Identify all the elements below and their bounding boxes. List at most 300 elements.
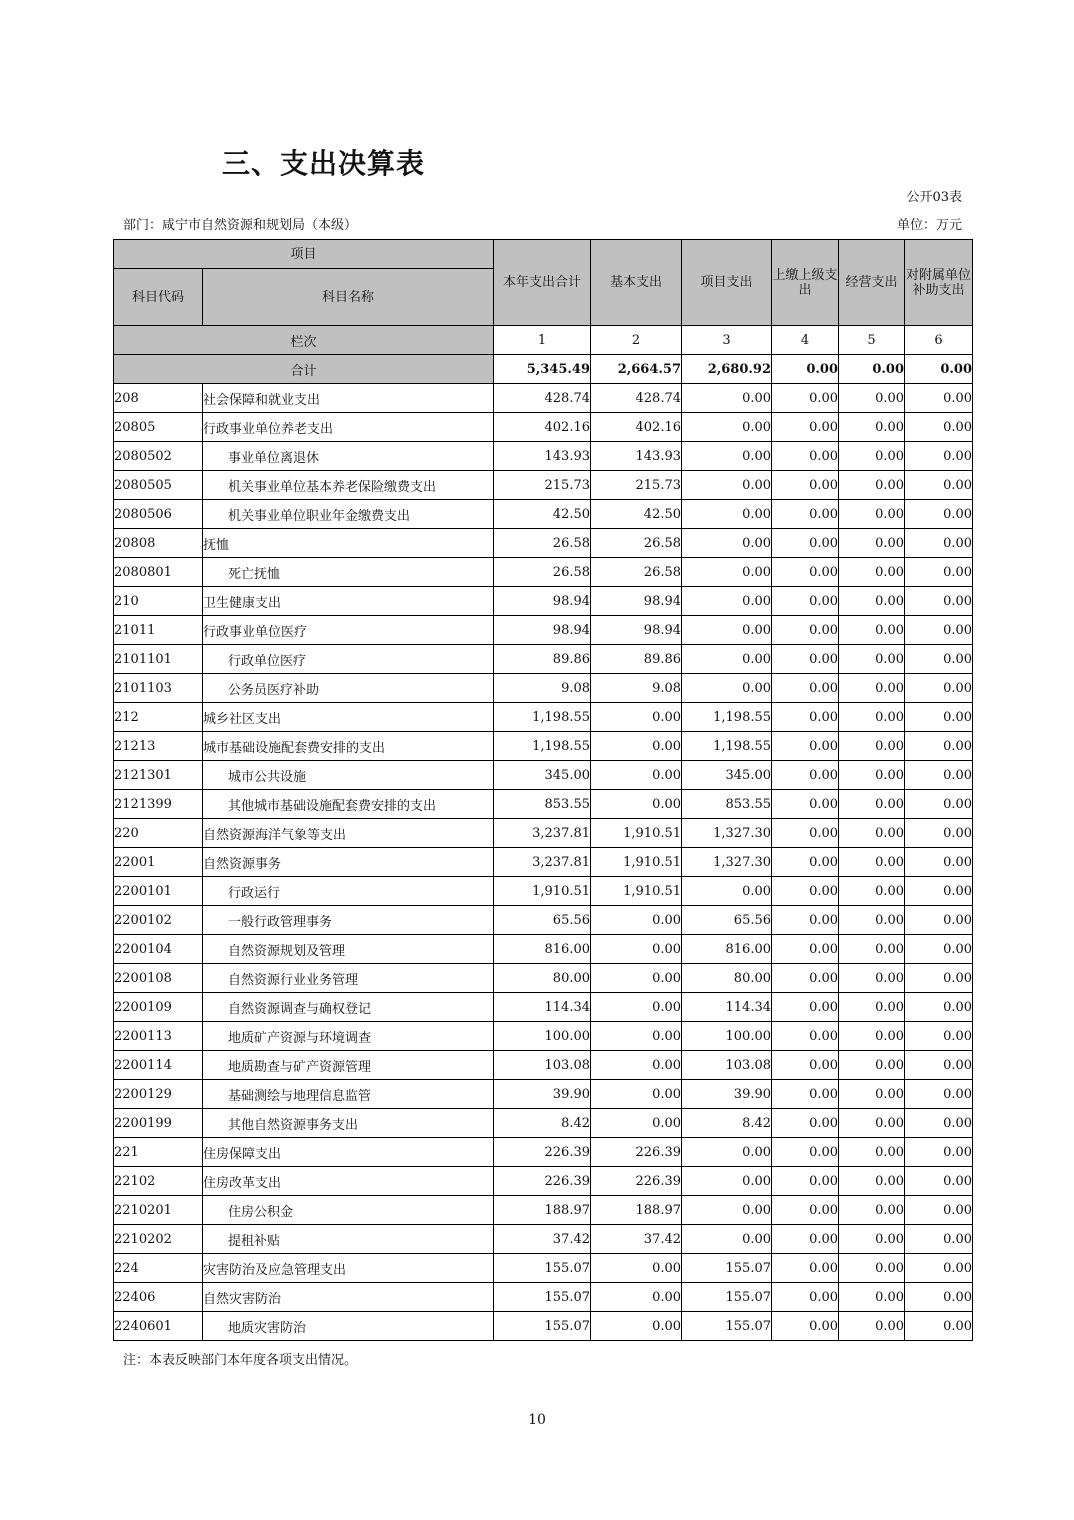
- amount-cell: 0.00: [772, 848, 839, 877]
- subject-name: 城乡社区支出: [203, 703, 494, 732]
- table-note: 注：本表反映部门本年度各项支出情况。: [123, 1353, 358, 1368]
- subject-code: 2080801: [114, 558, 203, 587]
- subject-name: 自然资源行业业务管理: [203, 964, 494, 993]
- amount-cell: 0.00: [682, 471, 772, 500]
- amount-cell: 0.00: [905, 703, 973, 732]
- amount-cell: 0.00: [905, 761, 973, 790]
- table-row: [114, 616, 973, 645]
- amount-cell: 0.00: [839, 442, 905, 471]
- amount-cell: 0.00: [839, 935, 905, 964]
- amount-cell: 215.73: [494, 471, 591, 500]
- header-item: 项目: [114, 240, 494, 269]
- subject-code: 2080505: [114, 471, 203, 500]
- table-row: [114, 906, 973, 935]
- amount-cell: 0.00: [772, 384, 839, 413]
- amount-cell: 0.00: [591, 1080, 682, 1109]
- amount-cell: 0.00: [682, 645, 772, 674]
- unit-label: 单位：万元: [896, 218, 962, 233]
- subject-name: 行政运行: [203, 877, 494, 906]
- table-row: [114, 645, 973, 674]
- table-row: [114, 1283, 973, 1312]
- amount-cell: 0.00: [905, 1109, 973, 1138]
- amount-cell: 0.00: [839, 906, 905, 935]
- lanci-cell: 1: [494, 326, 591, 355]
- amount-cell: 0.00: [839, 1283, 905, 1312]
- amount-cell: 98.94: [494, 616, 591, 645]
- total-cell: 2,664.57: [591, 355, 682, 384]
- table-row: [114, 761, 973, 790]
- page-title: 三、支出决算表: [222, 147, 426, 180]
- amount-cell: 0.00: [772, 1080, 839, 1109]
- amount-cell: 0.00: [772, 790, 839, 819]
- amount-cell: 0.00: [905, 790, 973, 819]
- amount-cell: 98.94: [591, 616, 682, 645]
- table-row: [114, 471, 973, 500]
- amount-cell: 0.00: [682, 674, 772, 703]
- total-cell: 0.00: [772, 355, 839, 384]
- amount-cell: 0.00: [905, 877, 973, 906]
- amount-cell: 853.55: [682, 790, 772, 819]
- amount-cell: 0.00: [772, 1196, 839, 1225]
- amount-cell: 0.00: [839, 645, 905, 674]
- amount-cell: 0.00: [682, 1138, 772, 1167]
- amount-cell: 0.00: [839, 761, 905, 790]
- amount-cell: 0.00: [839, 413, 905, 442]
- subject-name: 死亡抚恤: [203, 558, 494, 587]
- subject-name: 行政事业单位医疗: [203, 616, 494, 645]
- amount-cell: 0.00: [591, 1312, 682, 1341]
- amount-cell: 0.00: [905, 1254, 973, 1283]
- amount-cell: 103.08: [494, 1051, 591, 1080]
- header-total: 本年支出合计: [494, 240, 591, 326]
- amount-cell: 155.07: [682, 1312, 772, 1341]
- amount-cell: 0.00: [591, 732, 682, 761]
- amount-cell: 0.00: [772, 1167, 839, 1196]
- amount-cell: 155.07: [682, 1254, 772, 1283]
- subject-code: 2101101: [114, 645, 203, 674]
- amount-cell: 0.00: [591, 935, 682, 964]
- amount-cell: 0.00: [839, 848, 905, 877]
- amount-cell: 26.58: [591, 558, 682, 587]
- subject-code: 208: [114, 384, 203, 413]
- amount-cell: 0.00: [905, 1225, 973, 1254]
- subject-name: 行政单位医疗: [203, 645, 494, 674]
- amount-cell: 0.00: [591, 1109, 682, 1138]
- table-row: [114, 587, 973, 616]
- table-row: [114, 935, 973, 964]
- subject-code: 2200102: [114, 906, 203, 935]
- table-row: [114, 558, 973, 587]
- amount-cell: 0.00: [591, 906, 682, 935]
- subject-code: 2200104: [114, 935, 203, 964]
- subject-code: 2101103: [114, 674, 203, 703]
- amount-cell: 9.08: [494, 674, 591, 703]
- amount-cell: 0.00: [905, 616, 973, 645]
- lanci-cell: 6: [905, 326, 973, 355]
- amount-cell: 0.00: [839, 558, 905, 587]
- amount-cell: 1,910.51: [494, 877, 591, 906]
- subject-name: 卫生健康支出: [203, 587, 494, 616]
- amount-cell: 0.00: [772, 1283, 839, 1312]
- subject-code: 210: [114, 587, 203, 616]
- amount-cell: 0.00: [905, 848, 973, 877]
- amount-cell: 0.00: [682, 442, 772, 471]
- table-row: [114, 1196, 973, 1225]
- subject-name: 事业单位离退休: [203, 442, 494, 471]
- amount-cell: 39.90: [682, 1080, 772, 1109]
- subject-name: 灾害防治及应急管理支出: [203, 1254, 494, 1283]
- amount-cell: 0.00: [839, 964, 905, 993]
- subject-name: 城市基础设施配套费安排的支出: [203, 732, 494, 761]
- expenditure-table: [113, 239, 973, 1341]
- amount-cell: 65.56: [682, 906, 772, 935]
- subject-name: 城市公共设施: [203, 761, 494, 790]
- subject-name: 自然资源调查与确权登记: [203, 993, 494, 1022]
- subject-name: 自然灾害防治: [203, 1283, 494, 1312]
- amount-cell: 0.00: [682, 616, 772, 645]
- subject-code: 2200108: [114, 964, 203, 993]
- amount-cell: 0.00: [839, 993, 905, 1022]
- amount-cell: 0.00: [772, 558, 839, 587]
- amount-cell: 0.00: [905, 558, 973, 587]
- amount-cell: 0.00: [772, 935, 839, 964]
- subject-code: 20808: [114, 529, 203, 558]
- table-row: [114, 1022, 973, 1051]
- amount-cell: 80.00: [494, 964, 591, 993]
- subject-code: 2200129: [114, 1080, 203, 1109]
- amount-cell: 1,198.55: [494, 732, 591, 761]
- lanci-cell: 3: [682, 326, 772, 355]
- amount-cell: 0.00: [682, 1196, 772, 1225]
- table-row: [114, 1225, 973, 1254]
- amount-cell: 42.50: [591, 500, 682, 529]
- amount-cell: 0.00: [772, 993, 839, 1022]
- amount-cell: 0.00: [772, 877, 839, 906]
- subject-name: 地质矿产资源与环境调查: [203, 1022, 494, 1051]
- amount-cell: 98.94: [591, 587, 682, 616]
- amount-cell: 8.42: [682, 1109, 772, 1138]
- amount-cell: 0.00: [591, 703, 682, 732]
- amount-cell: 0.00: [905, 645, 973, 674]
- subject-name: 地质灾害防治: [203, 1312, 494, 1341]
- amount-cell: 0.00: [591, 1283, 682, 1312]
- header-subsidy: 对附属单位补助支出: [905, 240, 973, 326]
- amount-cell: 0.00: [905, 413, 973, 442]
- table-row: [114, 1312, 973, 1341]
- amount-cell: 402.16: [591, 413, 682, 442]
- amount-cell: 0.00: [905, 906, 973, 935]
- amount-cell: 0.00: [772, 1051, 839, 1080]
- amount-cell: 80.00: [682, 964, 772, 993]
- subject-name: 公务员医疗补助: [203, 674, 494, 703]
- amount-cell: 0.00: [591, 993, 682, 1022]
- amount-cell: 402.16: [494, 413, 591, 442]
- amount-cell: 0.00: [905, 1283, 973, 1312]
- table-row: [114, 1080, 973, 1109]
- amount-cell: 0.00: [839, 1022, 905, 1051]
- amount-cell: 0.00: [905, 587, 973, 616]
- amount-cell: 0.00: [839, 384, 905, 413]
- amount-cell: 853.55: [494, 790, 591, 819]
- total-cell: 0.00: [839, 355, 905, 384]
- amount-cell: 0.00: [682, 529, 772, 558]
- subject-name: 基础测绘与地理信息监管: [203, 1080, 494, 1109]
- amount-cell: 428.74: [494, 384, 591, 413]
- department-label: 部门：咸宁市自然资源和规划局（本级）: [123, 218, 358, 233]
- subject-name: 提租补贴: [203, 1225, 494, 1254]
- amount-cell: 114.34: [682, 993, 772, 1022]
- amount-cell: 0.00: [905, 442, 973, 471]
- amount-cell: 0.00: [772, 1138, 839, 1167]
- amount-cell: 0.00: [839, 1109, 905, 1138]
- amount-cell: 0.00: [772, 1254, 839, 1283]
- header-project: 项目支出: [682, 240, 772, 326]
- amount-cell: 0.00: [839, 1312, 905, 1341]
- total-row: [114, 355, 973, 384]
- header-code: 科目代码: [114, 269, 203, 326]
- amount-cell: 0.00: [591, 790, 682, 819]
- table-row: [114, 1254, 973, 1283]
- subject-code: 221: [114, 1138, 203, 1167]
- amount-cell: 0.00: [772, 964, 839, 993]
- subject-name: 地质勘查与矿产资源管理: [203, 1051, 494, 1080]
- amount-cell: 1,327.30: [682, 848, 772, 877]
- header-upper: 上缴上级支出: [772, 240, 839, 326]
- amount-cell: 226.39: [591, 1138, 682, 1167]
- amount-cell: 1,910.51: [591, 877, 682, 906]
- subject-code: 22102: [114, 1167, 203, 1196]
- lanci-row: [114, 326, 973, 355]
- amount-cell: 0.00: [772, 1109, 839, 1138]
- subject-name: 自然资源规划及管理: [203, 935, 494, 964]
- amount-cell: 89.86: [591, 645, 682, 674]
- total-cell: 2,680.92: [682, 355, 772, 384]
- subject-name: 抚恤: [203, 529, 494, 558]
- amount-cell: 0.00: [682, 500, 772, 529]
- amount-cell: 0.00: [772, 500, 839, 529]
- amount-cell: 0.00: [905, 1022, 973, 1051]
- amount-cell: 3,237.81: [494, 848, 591, 877]
- amount-cell: 0.00: [772, 906, 839, 935]
- amount-cell: 0.00: [682, 558, 772, 587]
- amount-cell: 0.00: [772, 616, 839, 645]
- subject-name: 行政事业单位养老支出: [203, 413, 494, 442]
- amount-cell: 0.00: [839, 1254, 905, 1283]
- amount-cell: 0.00: [905, 1051, 973, 1080]
- subject-code: 2200109: [114, 993, 203, 1022]
- amount-cell: 155.07: [494, 1254, 591, 1283]
- header-basic: 基本支出: [591, 240, 682, 326]
- table-row: [114, 384, 973, 413]
- amount-cell: 0.00: [591, 1022, 682, 1051]
- amount-cell: 0.00: [905, 1080, 973, 1109]
- amount-cell: 1,910.51: [591, 848, 682, 877]
- subject-code: 2121301: [114, 761, 203, 790]
- table-row: [114, 848, 973, 877]
- amount-cell: 26.58: [591, 529, 682, 558]
- amount-cell: 226.39: [591, 1167, 682, 1196]
- table-row: [114, 1138, 973, 1167]
- amount-cell: 0.00: [772, 1312, 839, 1341]
- table-row: [114, 790, 973, 819]
- amount-cell: 0.00: [905, 732, 973, 761]
- table-row: [114, 1167, 973, 1196]
- amount-cell: 0.00: [839, 877, 905, 906]
- total-cell: 0.00: [905, 355, 973, 384]
- amount-cell: 3,237.81: [494, 819, 591, 848]
- amount-cell: 0.00: [839, 732, 905, 761]
- amount-cell: 0.00: [772, 1022, 839, 1051]
- amount-cell: 1,910.51: [591, 819, 682, 848]
- subject-name: 住房改革支出: [203, 1167, 494, 1196]
- subject-code: 2200101: [114, 877, 203, 906]
- table-row: [114, 674, 973, 703]
- amount-cell: 0.00: [905, 471, 973, 500]
- page-number: 10: [528, 1412, 546, 1428]
- amount-cell: 0.00: [839, 587, 905, 616]
- table-row: [114, 1109, 973, 1138]
- table-row: [114, 993, 973, 1022]
- subject-code: 224: [114, 1254, 203, 1283]
- amount-cell: 0.00: [839, 819, 905, 848]
- amount-cell: 89.86: [494, 645, 591, 674]
- amount-cell: 155.07: [494, 1283, 591, 1312]
- subject-name: 其他城市基础设施配套费安排的支出: [203, 790, 494, 819]
- amount-cell: 816.00: [494, 935, 591, 964]
- amount-cell: 0.00: [839, 1167, 905, 1196]
- amount-cell: 0.00: [839, 1080, 905, 1109]
- amount-cell: 155.07: [494, 1312, 591, 1341]
- amount-cell: 0.00: [905, 384, 973, 413]
- amount-cell: 0.00: [682, 587, 772, 616]
- amount-cell: 0.00: [839, 1138, 905, 1167]
- amount-cell: 0.00: [905, 964, 973, 993]
- subject-name: 其他自然资源事务支出: [203, 1109, 494, 1138]
- amount-cell: 42.50: [494, 500, 591, 529]
- amount-cell: 98.94: [494, 587, 591, 616]
- lanci-cell: 2: [591, 326, 682, 355]
- amount-cell: 0.00: [905, 1138, 973, 1167]
- amount-cell: 0.00: [772, 674, 839, 703]
- subject-code: 2080502: [114, 442, 203, 471]
- subject-name: 机关事业单位基本养老保险缴费支出: [203, 471, 494, 500]
- subject-code: 22406: [114, 1283, 203, 1312]
- lanci-cell: 4: [772, 326, 839, 355]
- amount-cell: 226.39: [494, 1138, 591, 1167]
- subject-code: 2200113: [114, 1022, 203, 1051]
- amount-cell: 0.00: [839, 1196, 905, 1225]
- table-row: [114, 1051, 973, 1080]
- table-row: [114, 877, 973, 906]
- amount-cell: 0.00: [682, 1225, 772, 1254]
- amount-cell: 0.00: [772, 587, 839, 616]
- amount-cell: 816.00: [682, 935, 772, 964]
- amount-cell: 0.00: [839, 471, 905, 500]
- subject-code: 21213: [114, 732, 203, 761]
- amount-cell: 0.00: [905, 819, 973, 848]
- subject-code: 2210202: [114, 1225, 203, 1254]
- table-row: [114, 964, 973, 993]
- amount-cell: 0.00: [591, 964, 682, 993]
- subject-name: 自然资源海洋气象等支出: [203, 819, 494, 848]
- amount-cell: 0.00: [772, 442, 839, 471]
- amount-cell: 0.00: [839, 674, 905, 703]
- header-name: 科目名称: [203, 269, 494, 326]
- subject-name: 一般行政管理事务: [203, 906, 494, 935]
- amount-cell: 0.00: [682, 877, 772, 906]
- amount-cell: 345.00: [682, 761, 772, 790]
- amount-cell: 0.00: [591, 1254, 682, 1283]
- amount-cell: 0.00: [772, 645, 839, 674]
- table-row: [114, 819, 973, 848]
- amount-cell: 0.00: [839, 1225, 905, 1254]
- amount-cell: 0.00: [905, 935, 973, 964]
- amount-cell: 226.39: [494, 1167, 591, 1196]
- amount-cell: 0.00: [772, 529, 839, 558]
- amount-cell: 103.08: [682, 1051, 772, 1080]
- amount-cell: 215.73: [591, 471, 682, 500]
- amount-cell: 0.00: [839, 529, 905, 558]
- amount-cell: 0.00: [591, 1051, 682, 1080]
- amount-cell: 428.74: [591, 384, 682, 413]
- form-number: 公开03表: [906, 190, 962, 205]
- table-row: [114, 732, 973, 761]
- amount-cell: 37.42: [494, 1225, 591, 1254]
- amount-cell: 100.00: [494, 1022, 591, 1051]
- subject-code: 21011: [114, 616, 203, 645]
- amount-cell: 0.00: [772, 413, 839, 442]
- table-row: [114, 703, 973, 732]
- amount-cell: 1,198.55: [682, 703, 772, 732]
- subject-code: 212: [114, 703, 203, 732]
- table-row: [114, 529, 973, 558]
- amount-cell: 0.00: [905, 674, 973, 703]
- amount-cell: 0.00: [682, 413, 772, 442]
- amount-cell: 26.58: [494, 529, 591, 558]
- amount-cell: 0.00: [772, 471, 839, 500]
- amount-cell: 188.97: [591, 1196, 682, 1225]
- amount-cell: 1,198.55: [494, 703, 591, 732]
- subject-code: 2121399: [114, 790, 203, 819]
- subject-name: 机关事业单位职业年金缴费支出: [203, 500, 494, 529]
- amount-cell: 0.00: [772, 703, 839, 732]
- table-row: [114, 500, 973, 529]
- amount-cell: 0.00: [772, 819, 839, 848]
- amount-cell: 100.00: [682, 1022, 772, 1051]
- subject-code: 20805: [114, 413, 203, 442]
- amount-cell: 0.00: [839, 500, 905, 529]
- amount-cell: 39.90: [494, 1080, 591, 1109]
- amount-cell: 26.58: [494, 558, 591, 587]
- amount-cell: 0.00: [905, 1196, 973, 1225]
- amount-cell: 1,327.30: [682, 819, 772, 848]
- total-label: 合计: [114, 355, 494, 384]
- header-business: 经营支出: [839, 240, 905, 326]
- subject-code: 2200114: [114, 1051, 203, 1080]
- meta-line: [123, 214, 962, 234]
- subject-code: 2200199: [114, 1109, 203, 1138]
- amount-cell: 9.08: [591, 674, 682, 703]
- amount-cell: 0.00: [772, 761, 839, 790]
- amount-cell: 0.00: [839, 1051, 905, 1080]
- table-row: [114, 413, 973, 442]
- amount-cell: 0.00: [772, 732, 839, 761]
- amount-cell: 0.00: [905, 993, 973, 1022]
- amount-cell: 143.93: [591, 442, 682, 471]
- subject-code: 220: [114, 819, 203, 848]
- amount-cell: 1,198.55: [682, 732, 772, 761]
- amount-cell: 37.42: [591, 1225, 682, 1254]
